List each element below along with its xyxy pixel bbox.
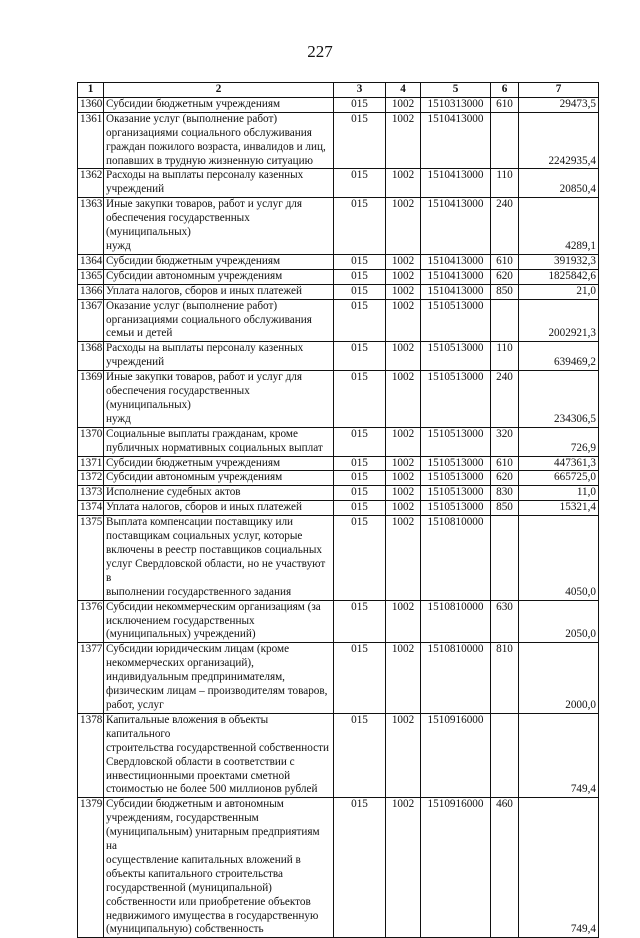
table-row (78, 501, 599, 516)
ministry-code: 015 (334, 284, 386, 299)
amount: 2000,0 (519, 643, 599, 714)
target-article-code: 1510413000 (421, 112, 491, 169)
column-header: 2 (104, 83, 334, 98)
section-code: 1002 (386, 471, 421, 486)
ministry-code: 015 (334, 269, 386, 284)
target-article-code: 1510513000 (421, 471, 491, 486)
row-description: Капитальные вложения в объекты капитального строительства государственной собственности Свердловской области в соответствии с инвестиционными проектами сметной стоимостью не более 500 миллионов рублей (104, 713, 334, 797)
expense-type-code: 240 (491, 198, 519, 255)
expense-type-code: 460 (491, 798, 519, 938)
amount: 15321,4 (519, 501, 599, 516)
amount: 726,9 (519, 427, 599, 456)
ministry-code: 015 (334, 486, 386, 501)
target-article-code: 1510413000 (421, 269, 491, 284)
row-description: Иные закупки товаров, работ и услуг для обеспечения государственных (муниципальных) нужд (104, 198, 334, 255)
ministry-code: 015 (334, 254, 386, 269)
ministry-code: 015 (334, 198, 386, 255)
section-code: 1002 (386, 299, 421, 342)
target-article-code: 1510916000 (421, 713, 491, 797)
amount: 391932,3 (519, 254, 599, 269)
row-description: Субсидии юридическим лицам (кроме некоммерческих организаций), индивидуальным предпринимателям, физическим лицам – производителям товаров, работ, услуг (104, 643, 334, 714)
table-row (78, 169, 599, 198)
table-row (78, 456, 599, 471)
amount: 21,0 (519, 284, 599, 299)
row-description: Субсидии бюджетным учреждениям (104, 254, 334, 269)
row-number: 1376 (78, 600, 104, 643)
expense-type-code: 850 (491, 501, 519, 516)
expense-type-code (491, 299, 519, 342)
table-row (78, 284, 599, 299)
target-article-code: 1510513000 (421, 299, 491, 342)
target-article-code: 1510413000 (421, 169, 491, 198)
row-description: Субсидии бюджетным учреждениям (104, 97, 334, 112)
ministry-code: 015 (334, 169, 386, 198)
expense-type-code: 810 (491, 643, 519, 714)
column-header: 4 (386, 83, 421, 98)
row-description: Субсидии автономным учреждениям (104, 269, 334, 284)
table-row (78, 600, 599, 643)
table-row (78, 112, 599, 169)
expense-type-code: 830 (491, 486, 519, 501)
row-description: Субсидии автономным учреждениям (104, 471, 334, 486)
amount: 4050,0 (519, 516, 599, 600)
table-row (78, 269, 599, 284)
table-row (78, 713, 599, 797)
amount: 29473,5 (519, 97, 599, 112)
expense-type-code: 110 (491, 342, 519, 371)
budget-table (77, 82, 599, 938)
section-code: 1002 (386, 97, 421, 112)
row-description: Оказание услуг (выполнение работ) организациями социального обслуживания семьи и детей (104, 299, 334, 342)
page-number: 227 (307, 42, 333, 61)
ministry-code: 015 (334, 97, 386, 112)
section-code: 1002 (386, 284, 421, 299)
expense-type-code (491, 112, 519, 169)
row-number: 1378 (78, 713, 104, 797)
row-description: Субсидии бюджетным и автономным учреждениям, государственным (муниципальным) унитарным предприятиям на осуществление капитальных вложений в объекты капитального строительства государственной (муниципальной) собственности или приобретение объектов недвижимого имущества в государственную (муниципальную) собственность (104, 798, 334, 938)
section-code: 1002 (386, 516, 421, 600)
table-row (78, 486, 599, 501)
target-article-code: 1510413000 (421, 254, 491, 269)
row-number: 1374 (78, 501, 104, 516)
amount: 234306,5 (519, 371, 599, 428)
amount: 1825842,6 (519, 269, 599, 284)
row-number: 1369 (78, 371, 104, 428)
target-article-code: 1510916000 (421, 798, 491, 938)
table-row (78, 254, 599, 269)
section-code: 1002 (386, 198, 421, 255)
expense-type-code: 610 (491, 456, 519, 471)
table-row (78, 342, 599, 371)
row-number: 1372 (78, 471, 104, 486)
target-article-code: 1510513000 (421, 501, 491, 516)
ministry-code: 015 (334, 112, 386, 169)
row-description: Расходы на выплаты персоналу казенных учреждений (104, 342, 334, 371)
table-row (78, 371, 599, 428)
target-article-code: 1510810000 (421, 516, 491, 600)
section-code: 1002 (386, 254, 421, 269)
row-description: Расходы на выплаты персоналу казенных учреждений (104, 169, 334, 198)
ministry-code: 015 (334, 371, 386, 428)
table-row (78, 516, 599, 600)
ministry-code: 015 (334, 456, 386, 471)
row-number: 1363 (78, 198, 104, 255)
row-description: Выплата компенсации поставщику или поставщикам социальных услуг, которые включены в реестр поставщиков социальных услуг Свердловской области, но не участвуют в выполнении государственного задания (104, 516, 334, 600)
header-row (78, 83, 599, 98)
section-code: 1002 (386, 427, 421, 456)
expense-type-code: 630 (491, 600, 519, 643)
target-article-code: 1510513000 (421, 427, 491, 456)
amount: 749,4 (519, 798, 599, 938)
row-number: 1367 (78, 299, 104, 342)
expense-type-code (491, 516, 519, 600)
expense-type-code: 320 (491, 427, 519, 456)
ministry-code: 015 (334, 501, 386, 516)
row-number: 1375 (78, 516, 104, 600)
ministry-code: 015 (334, 798, 386, 938)
table-row (78, 97, 599, 112)
section-code: 1002 (386, 169, 421, 198)
ministry-code: 015 (334, 713, 386, 797)
row-number: 1362 (78, 169, 104, 198)
row-number: 1371 (78, 456, 104, 471)
column-header: 5 (421, 83, 491, 98)
row-description: Оказание услуг (выполнение работ) организациями социального обслуживания граждан пожилого возраста, инвалидов и лиц, попавших в трудную жизненную ситуацию (104, 112, 334, 169)
row-number: 1377 (78, 643, 104, 714)
table-row (78, 643, 599, 714)
row-number: 1360 (78, 97, 104, 112)
amount: 4289,1 (519, 198, 599, 255)
ministry-code: 015 (334, 516, 386, 600)
section-code: 1002 (386, 456, 421, 471)
target-article-code: 1510513000 (421, 342, 491, 371)
target-article-code: 1510513000 (421, 486, 491, 501)
ministry-code: 015 (334, 427, 386, 456)
expense-type-code: 240 (491, 371, 519, 428)
expense-type-code: 110 (491, 169, 519, 198)
table-row (78, 798, 599, 938)
amount: 447361,3 (519, 456, 599, 471)
row-description: Исполнение судебных актов (104, 486, 334, 501)
target-article-code: 1510513000 (421, 456, 491, 471)
column-header: 3 (334, 83, 386, 98)
amount: 2242935,4 (519, 112, 599, 169)
table-row (78, 427, 599, 456)
table-row (78, 471, 599, 486)
ministry-code: 015 (334, 342, 386, 371)
target-article-code: 1510810000 (421, 643, 491, 714)
amount: 11,0 (519, 486, 599, 501)
amount: 665725,0 (519, 471, 599, 486)
row-description: Уплата налогов, сборов и иных платежей (104, 501, 334, 516)
section-code: 1002 (386, 643, 421, 714)
amount: 2002921,3 (519, 299, 599, 342)
row-description: Иные закупки товаров, работ и услуг для обеспечения государственных (муниципальных) нужд (104, 371, 334, 428)
expense-type-code: 620 (491, 269, 519, 284)
table-row (78, 299, 599, 342)
row-number: 1361 (78, 112, 104, 169)
target-article-code: 1510313000 (421, 97, 491, 112)
section-code: 1002 (386, 342, 421, 371)
amount: 749,4 (519, 713, 599, 797)
row-number: 1365 (78, 269, 104, 284)
column-header: 1 (78, 83, 104, 98)
target-article-code: 1510413000 (421, 284, 491, 299)
target-article-code: 1510413000 (421, 198, 491, 255)
expense-type-code (491, 713, 519, 797)
section-code: 1002 (386, 112, 421, 169)
expense-type-code: 610 (491, 97, 519, 112)
expense-type-code: 620 (491, 471, 519, 486)
row-number: 1364 (78, 254, 104, 269)
row-description: Субсидии бюджетным учреждениям (104, 456, 334, 471)
target-article-code: 1510810000 (421, 600, 491, 643)
amount: 2050,0 (519, 600, 599, 643)
section-code: 1002 (386, 486, 421, 501)
row-number: 1379 (78, 798, 104, 938)
section-code: 1002 (386, 713, 421, 797)
column-header: 6 (491, 83, 519, 98)
row-number: 1373 (78, 486, 104, 501)
ministry-code: 015 (334, 471, 386, 486)
ministry-code: 015 (334, 299, 386, 342)
section-code: 1002 (386, 501, 421, 516)
table-row (78, 198, 599, 255)
expense-type-code: 850 (491, 284, 519, 299)
row-number: 1370 (78, 427, 104, 456)
column-header: 7 (519, 83, 599, 98)
row-description: Субсидии некоммерческим организациям (за исключением государственных (муниципальных) учреждений) (104, 600, 334, 643)
row-description: Уплата налогов, сборов и иных платежей (104, 284, 334, 299)
section-code: 1002 (386, 269, 421, 284)
row-number: 1368 (78, 342, 104, 371)
section-code: 1002 (386, 371, 421, 428)
target-article-code: 1510513000 (421, 371, 491, 428)
ministry-code: 015 (334, 643, 386, 714)
section-code: 1002 (386, 600, 421, 643)
amount: 20850,4 (519, 169, 599, 198)
expense-type-code: 610 (491, 254, 519, 269)
row-description: Социальные выплаты гражданам, кроме публичных нормативных социальных выплат (104, 427, 334, 456)
ministry-code: 015 (334, 600, 386, 643)
row-number: 1366 (78, 284, 104, 299)
section-code: 1002 (386, 798, 421, 938)
amount: 639469,2 (519, 342, 599, 371)
